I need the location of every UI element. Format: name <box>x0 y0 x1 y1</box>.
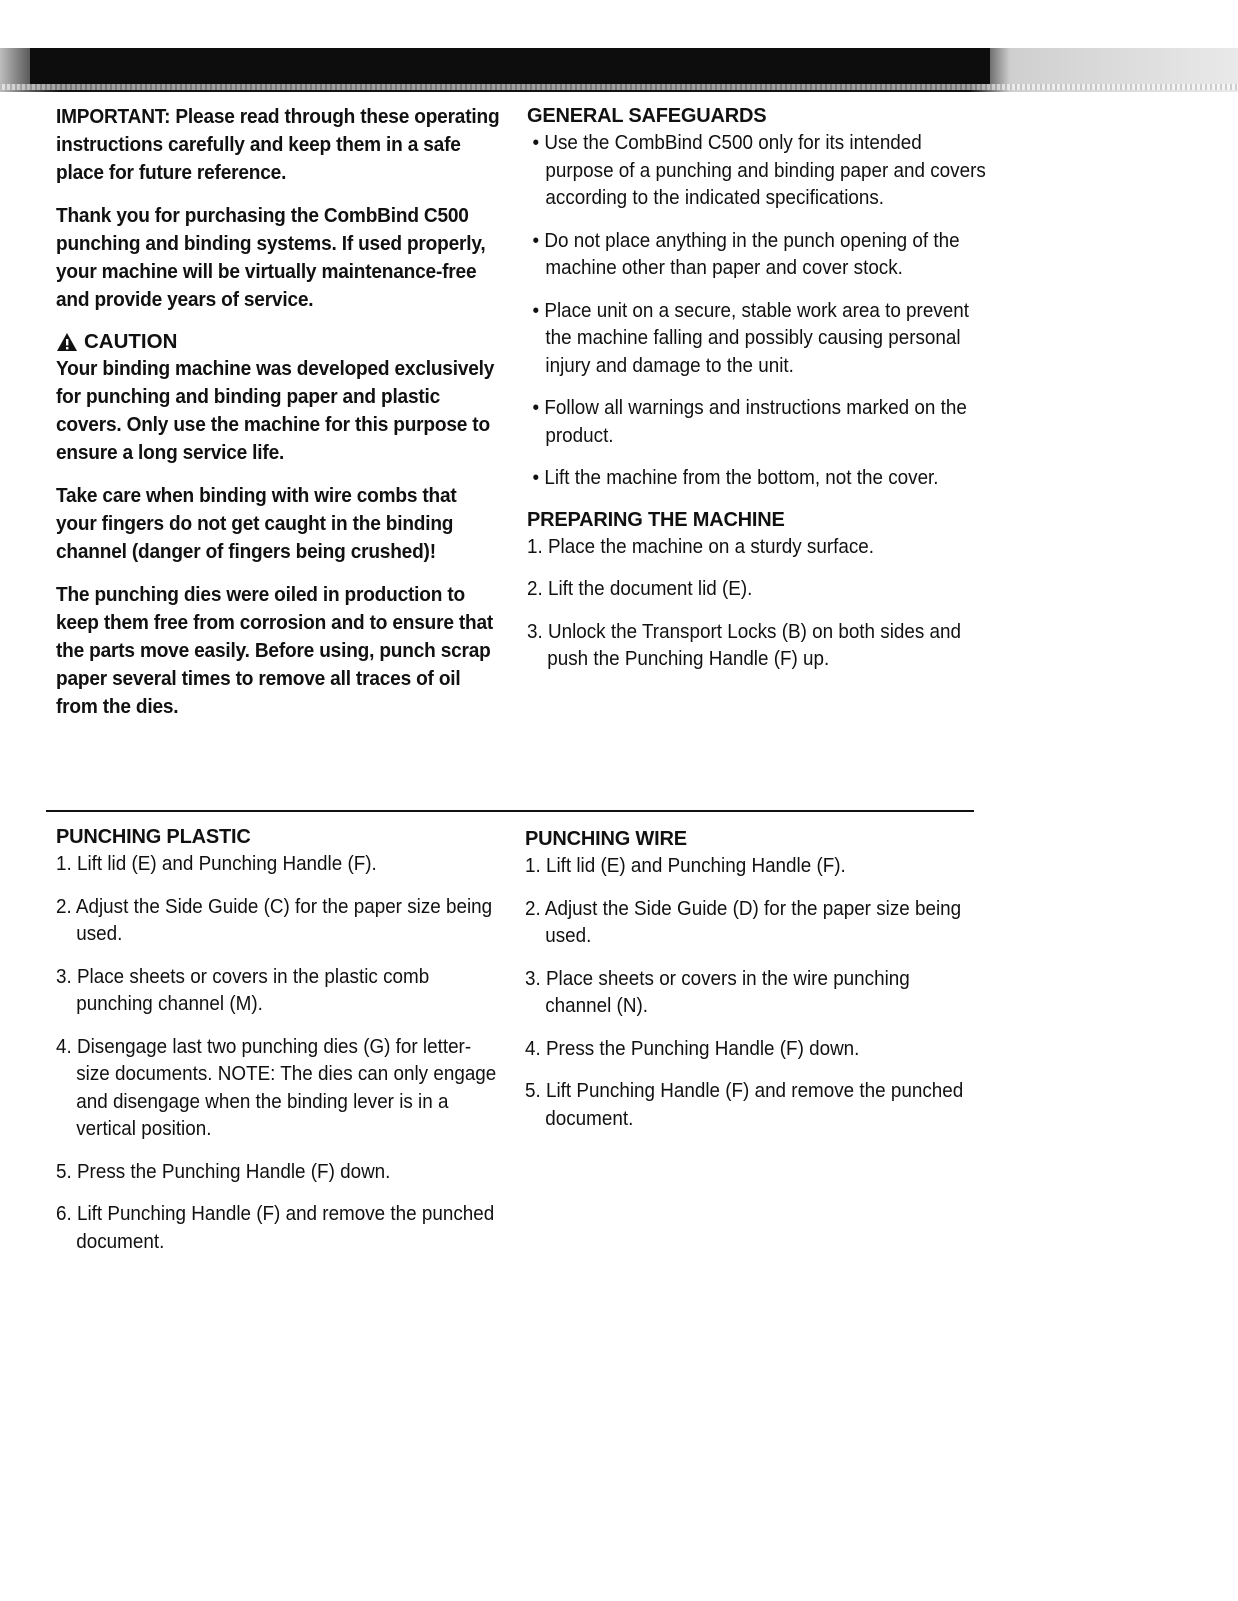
header-bar-core <box>30 48 990 84</box>
safeguard-item: • Do not place anything in the punch opening of the machine other than paper and cover stock. <box>532 228 960 279</box>
plastic-step: 2. Adjust the Side Guide (C) for the paper size being used. <box>56 894 493 945</box>
wire-step: 3. Place sheets or covers in the wire punching channel (N). <box>525 966 910 1017</box>
punching-wire-section <box>525 826 975 1147</box>
plastic-step: 6. Lift Punching Handle (F) and remove the punched document. <box>56 1202 495 1253</box>
thank-you-note: Thank you for purchasing the CombBind C500 punching and binding systems. If used properly, your machine will be virtually maintenance-free and provide years of service. <box>56 204 486 311</box>
wire-warning: Take care when binding with wire combs that your fingers do not get caught in the binding channel (danger of fingers being crushed)! <box>56 484 457 563</box>
general-safeguards-title: GENERAL SAFEGUARDS <box>527 105 767 127</box>
plastic-step: 5. Press the Punching Handle (F) down. <box>56 1159 391 1183</box>
safeguard-item: • Lift the machine from the bottom, not the cover. <box>532 466 939 489</box>
punching-wire-title: PUNCHING WIRE <box>525 828 687 850</box>
caution-heading <box>56 329 501 355</box>
preparing-step: 3. Unlock the Transport Locks (B) on both sides and push the Punching Handle (F) up. <box>527 619 962 670</box>
preparing-step: 2. Lift the document lid (E). <box>527 577 753 600</box>
wire-step: 1. Lift lid (E) and Punching Handle (F). <box>525 854 846 877</box>
header-bar <box>0 48 1238 92</box>
safeguards-column <box>527 103 986 688</box>
preparing-step: 1. Place the machine on a sturdy surface. <box>527 534 875 558</box>
safeguard-item: • Place unit on a secure, stable work area to prevent the machine falling and possibly causing personal injury and damage to the unit. <box>532 298 969 377</box>
intro-column <box>56 103 501 736</box>
safeguard-item: • Follow all warnings and instructions marked on the product. <box>532 396 967 447</box>
punching-plastic-title: PUNCHING PLASTIC <box>56 826 251 848</box>
wire-step: 5. Lift Punching Handle (F) and remove the punched document. <box>525 1079 964 1130</box>
plastic-step: 3. Place sheets or covers in the plastic comb punching channel (M). <box>56 964 430 1015</box>
preparing-title: PREPARING THE MACHINE <box>527 508 785 531</box>
punching-plastic-section <box>56 824 506 1270</box>
plastic-step: 1. Lift lid (E) and Punching Handle (F). <box>56 852 377 875</box>
oil-note: The punching dies were oiled in production to keep them free from corrosion and to ensure that the parts move easily. Before using, punch scrap paper several times to remove all traces of oil from the dies. <box>56 583 494 718</box>
caution-title: CAUTION <box>84 330 178 353</box>
warning-triangle-icon <box>56 332 78 352</box>
header-bar-edge <box>0 84 1238 90</box>
section-divider <box>46 810 974 812</box>
caution-text: Your binding machine was developed exclusively for punching and binding paper and plastic covers. Only use the machine for this purpose to ensure a long service life. <box>56 357 495 464</box>
wire-step: 2. Adjust the Side Guide (D) for the paper size being used. <box>525 896 962 947</box>
important-note: IMPORTANT: Please read through these operating instructions carefully and keep them in a safe place for future reference. <box>56 105 500 184</box>
wire-step: 4. Press the Punching Handle (F) down. <box>525 1036 860 1060</box>
safeguard-item: • Use the CombBind C500 only for its intended purpose of a punching and binding paper and covers according to the indicated specifications. <box>532 131 986 209</box>
plastic-step: 4. Disengage last two punching dies (G) for letter-size documents. NOTE: The dies can only engage and disengage when the binding lever is in a vertical position. <box>56 1034 497 1140</box>
